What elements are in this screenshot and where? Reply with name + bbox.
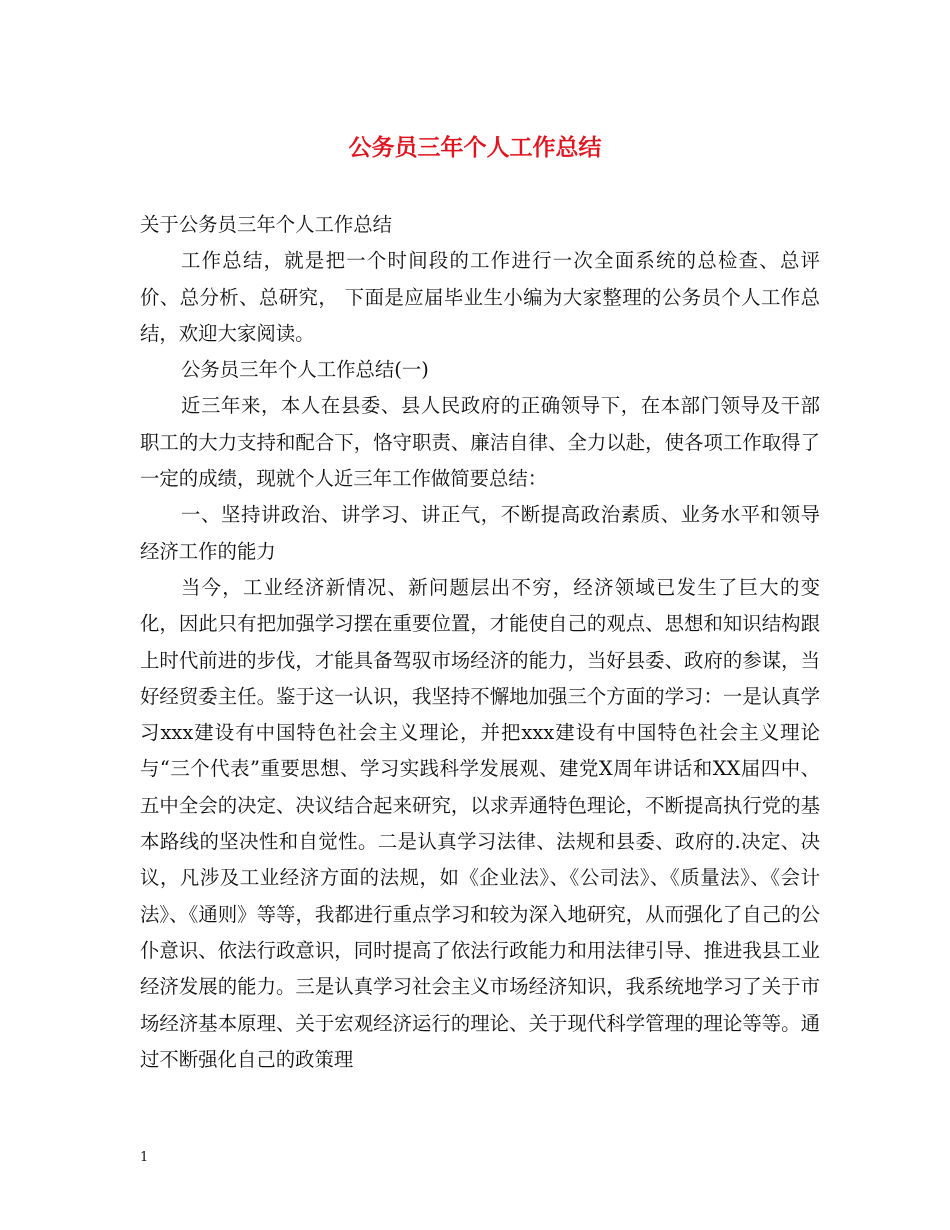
point-one-paragraph: 当今，工业经济新情况、新问题层出不穷，经济领域已发生了巨大的变化，因此只有把加强学习摆在重要位置，才能使自己的观点、思想和知识结构跟上时代前进的步伐，才能具备驾驭市场经济的能力，当好县委、政府的参谋，当好经贸委主任。鉴于这一认识，我坚持不懈地加强三个方面的学习：一是认真学习xxx建设有中国特色社会主义理论，并把xxx建设有中国特色社会主义理论与“三个代表”重要思想、学习实践科学发展观、建党X周年讲话和XX届四中、五中全会的决定、决议结合起来研究，以求弄通特色理论，不断提高执行党的基本路线的坚决性和自觉性。二是认真学习法律、法规和县委、政府的.决定、决议，凡涉及工业经济方面的法规，如《企业法》、《公司法》、《质量法》、《会计法》、《通则》等等，我都进行重点学习和较为深入地研究，从而强化了自己的公仆意识、依法行政意识，同时提高了依法行政能力和用法律引导、推进我县工业经济发展的能力。三是认真学习社会主义市场经济知识，我系统地学习了关于市场经济基本原理、关于宏观经济运行的理论、关于现代科学管理的理论等等。通过不断强化自己的政策理 xyxy=(140,575,820,1071)
document-title: 公务员三年个人工作总结 xyxy=(348,135,602,161)
document-body xyxy=(140,207,820,1078)
intro-paragraph: 工作总结，就是把一个时间段的工作进行一次全面系统的总检查、总评价、总分析、总研究， 下面是应届毕业生小编为大家整理的公务员个人工作总结，欢迎大家阅读。 xyxy=(140,249,820,345)
point-one-heading: 一、坚持讲政治、讲学习、讲正气，不断提高政治素质、业务水平和领导经济工作的能力 xyxy=(140,503,820,563)
section-heading: 公务员三年个人工作总结(一) xyxy=(181,358,429,382)
overview-paragraph: 近三年来，本人在县委、县人民政府的正确领导下，在本部门领导及干部职工的大力支持和配合下，恪守职责、廉洁自律、全力以赴，使各项工作取得了一定的成绩，现就个人近三年工作做简要总结： xyxy=(140,394,820,491)
intro-heading: 关于公务员三年个人工作总结 xyxy=(140,213,393,236)
page-number: 1 xyxy=(140,1150,149,1165)
